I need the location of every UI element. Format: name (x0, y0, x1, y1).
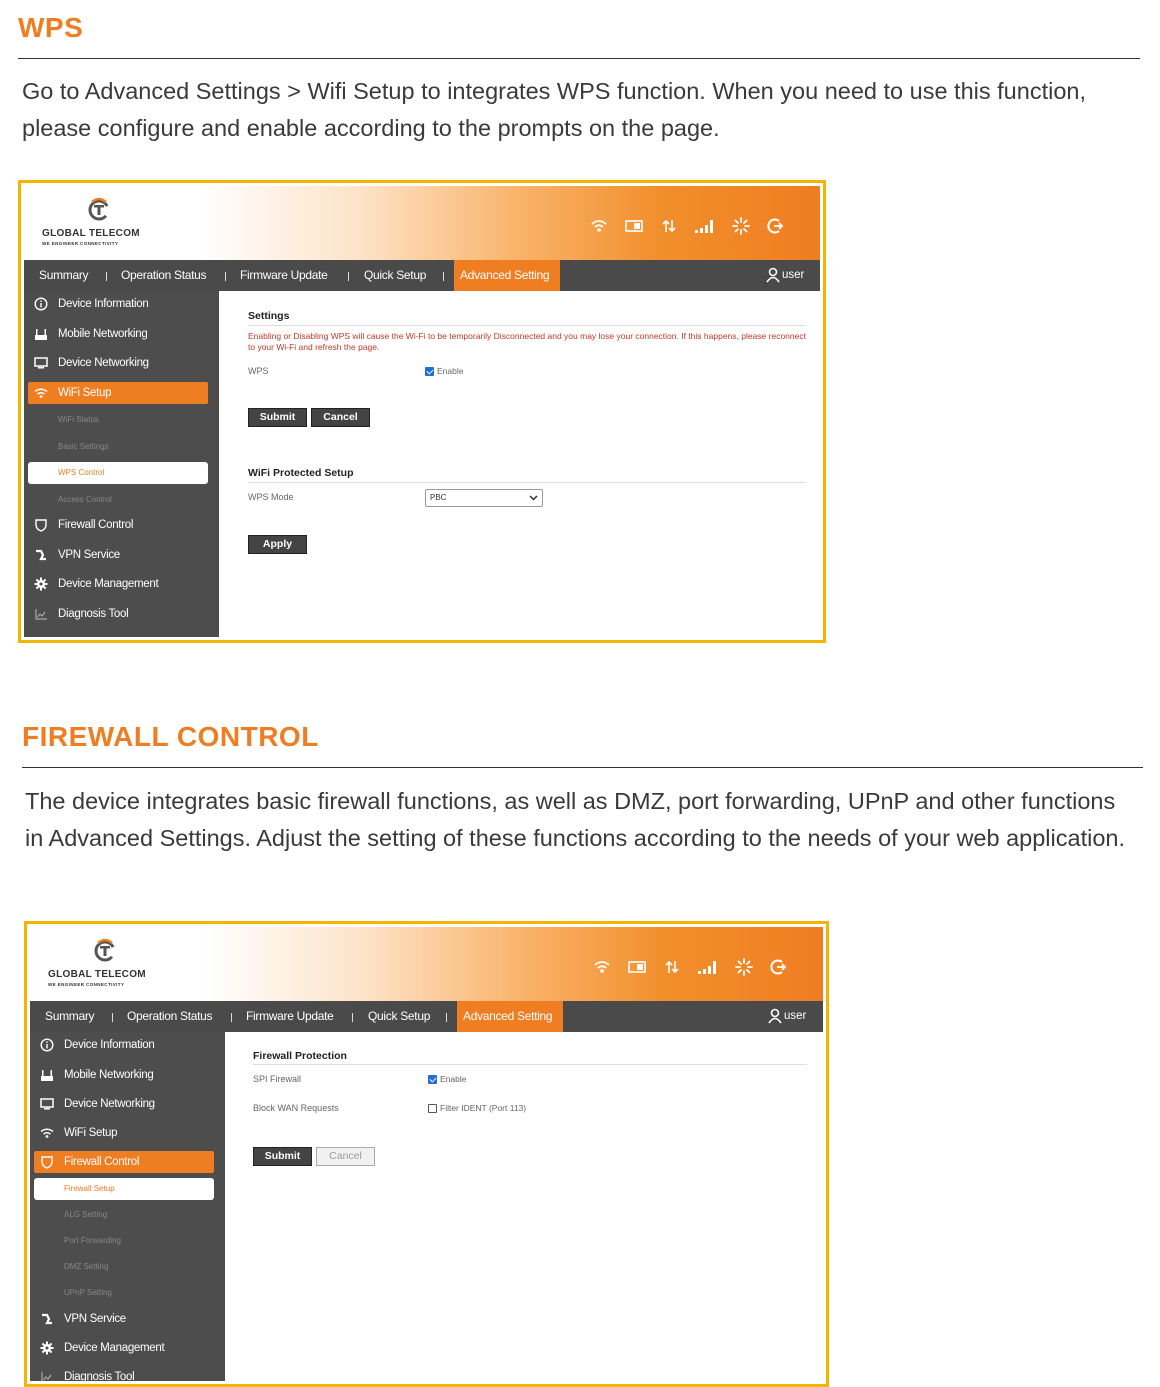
nav-advanced-setting[interactable]: Advanced Setting (454, 260, 560, 291)
sidebar-item-firewall-control[interactable] (28, 514, 208, 536)
info-icon (40, 1038, 54, 1052)
sidebar-item-label: Device Management (58, 578, 159, 590)
sidebar-subitem-upnp-setting[interactable]: UPnP Setting (64, 1288, 112, 1297)
firewall-section-title: FIREWALL CONTROL (22, 721, 319, 752)
vpn-icon (40, 1312, 54, 1326)
firewall-content-panel (225, 1032, 823, 1381)
sidebar-item-device-management[interactable] (28, 573, 208, 595)
status-icons (590, 214, 784, 238)
user-name: user (782, 269, 805, 281)
protected-setup-divider (248, 482, 806, 483)
settings-heading: Settings (248, 310, 290, 322)
wps-section-rule (18, 58, 1140, 59)
sidebar-subitem-basic-settings[interactable]: Basic Settings (58, 442, 109, 451)
monitor-icon (40, 1097, 54, 1111)
sidebar-item-label: Firewall Control (64, 1156, 140, 1168)
sidebar-item-wifi-setup[interactable] (34, 1122, 214, 1144)
logo-mark-icon (92, 937, 118, 963)
sidebar-item-label: Device Management (64, 1342, 165, 1354)
logout-icon[interactable] (769, 958, 787, 976)
block-wan-requests-label: Block WAN Requests (253, 1103, 339, 1113)
sidebar-item-device-management[interactable] (34, 1337, 214, 1359)
nav-operation-status[interactable]: Operation Status (121, 268, 207, 282)
shield-icon (40, 1155, 54, 1169)
sidebar-item-label: Device Information (58, 298, 149, 310)
nav-operation-status[interactable]: Operation Status (127, 1009, 213, 1023)
sidebar-subitem-access-control[interactable]: Access Control (58, 495, 112, 504)
firewall-section-description: The device integrates basic firewall functions, as well as DMZ, port forwarding, UPnP and other functions in Advanced Settings. Adjust the setting of these functions according to the needs of your web application. (25, 788, 1125, 851)
sidebar-subitem-wifi-status[interactable]: WiFi Status (58, 415, 99, 424)
sidebar-subitem-port-forwarding[interactable]: Port Forwarding (64, 1236, 121, 1245)
submit-button[interactable]: Submit (248, 408, 307, 427)
user-menu[interactable] (768, 1001, 806, 1032)
wifi-icon (34, 386, 48, 400)
header-banner (24, 186, 820, 260)
sidebar-item-label: VPN Service (58, 549, 120, 561)
data-transfer-icon (663, 958, 681, 976)
wps-section-title: WPS (18, 12, 84, 43)
signal-strength-icon (694, 217, 716, 235)
sidebar-subitem-wps-control[interactable]: WPS Control (28, 462, 208, 484)
chevron-down-icon (529, 493, 538, 502)
header-banner (30, 927, 823, 1001)
wps-content-panel (219, 291, 820, 637)
nav-firmware-update[interactable]: Firmware Update (246, 1009, 334, 1023)
wps-mode-value: PBC (430, 493, 447, 502)
wifi-protected-setup-heading: WiFi Protected Setup (248, 467, 354, 479)
loading-icon (735, 958, 753, 976)
sidebar-item-diagnosis-tool[interactable] (28, 603, 208, 625)
brand-name: GLOBAL TELECOM (48, 969, 146, 980)
cancel-button[interactable]: Cancel (316, 1147, 375, 1166)
wps-warning-text: Enabling or Disabling WPS will cause the Wi-Fi to be temporarily Disconnected and you may lose your connection. If this happens, please reconnect to your Wi-Fi and refresh the page. (248, 331, 806, 352)
wps-section-description: Go to Advanced Settings > Wifi Setup to integrates WPS function. When you need to use this function, please configure and enable according to the prompts on the page. (22, 78, 1086, 141)
nav-summary[interactable]: Summary (39, 268, 89, 282)
sidebar-item-vpn-service[interactable] (28, 544, 208, 566)
sidebar-item-mobile-networking[interactable] (34, 1064, 214, 1086)
monitor-icon (34, 356, 48, 370)
nav-quick-setup[interactable]: Quick Setup (364, 268, 427, 282)
sidebar-item-label: Device Networking (64, 1098, 155, 1110)
info-icon (34, 297, 48, 311)
settings-divider (248, 325, 806, 326)
nav-quick-setup[interactable]: Quick Setup (368, 1009, 431, 1023)
wps-screenshot (18, 180, 826, 643)
sidebar-item-label: Device Networking (58, 357, 149, 369)
loading-icon (732, 217, 750, 235)
spi-firewall-label: SPI Firewall (253, 1074, 302, 1084)
gear-icon (40, 1341, 54, 1355)
nav-separator (443, 272, 444, 281)
user-name: user (784, 1010, 807, 1022)
filter-ident-checkbox[interactable] (428, 1104, 437, 1113)
wps-label: WPS (248, 366, 269, 376)
sidebar-subitem-alg-setting[interactable]: ALG Setting (64, 1210, 108, 1219)
sidebar (24, 291, 219, 637)
firewall-protection-heading: Firewall Protection (253, 1050, 347, 1062)
signal-strength-icon (697, 958, 719, 976)
sidebar (30, 1032, 225, 1381)
nav-separator (106, 272, 107, 281)
nav-advanced-setting[interactable]: Advanced Setting (457, 1001, 563, 1032)
vpn-icon (34, 548, 48, 562)
submit-button[interactable]: Submit (253, 1147, 312, 1166)
wps-enable-checkbox[interactable] (425, 367, 434, 376)
top-navbar (30, 1001, 823, 1032)
global-telecom-logo (48, 937, 158, 993)
wifi-status-icon (593, 958, 611, 976)
sidebar-subitem-dmz-setting[interactable]: DMZ Setting (64, 1262, 109, 1271)
wifi-icon (40, 1126, 54, 1140)
sidebar-item-label: Mobile Networking (64, 1069, 154, 1081)
sidebar-item-mobile-networking[interactable] (28, 323, 208, 345)
sidebar-item-label: Mobile Networking (58, 328, 148, 340)
wps-enable-label: Enable (437, 366, 464, 376)
sidebar-item-wifi-setup[interactable] (28, 382, 208, 404)
shield-icon (34, 518, 48, 532)
sidebar-item-label: Firewall Control (58, 519, 134, 531)
sidebar-item-device-networking[interactable] (34, 1093, 214, 1115)
nav-separator (231, 1013, 232, 1022)
nav-separator (348, 272, 349, 281)
top-navbar (24, 260, 820, 291)
user-icon (768, 1008, 782, 1024)
brand-name: GLOBAL TELECOM (42, 228, 140, 239)
logout-icon[interactable] (766, 217, 784, 235)
sidebar-item-device-information[interactable] (34, 1034, 214, 1056)
spi-firewall-checkbox[interactable] (428, 1075, 437, 1084)
sidebar-item-label: Diagnosis Tool (64, 1371, 135, 1381)
brand-tagline: WE ENGINEER CONNECTIVITY (48, 982, 125, 987)
gear-icon (34, 577, 48, 591)
nav-separator (352, 1013, 353, 1022)
cancel-button[interactable]: Cancel (311, 408, 370, 427)
chart-icon (34, 607, 48, 621)
sidebar-item-firewall-control[interactable] (34, 1151, 214, 1173)
sidebar-item-device-information[interactable] (28, 293, 208, 315)
apply-button[interactable]: Apply (248, 535, 307, 554)
data-transfer-icon (660, 217, 678, 235)
sidebar-item-label: Device Information (64, 1039, 155, 1051)
user-icon (766, 267, 780, 283)
nav-separator (225, 272, 226, 281)
wps-mode-select[interactable] (425, 489, 543, 507)
network-icon (40, 1068, 54, 1082)
spi-firewall-enable-label: Enable (440, 1074, 467, 1084)
firewall-section-rule (22, 767, 1143, 768)
sidebar-item-device-networking[interactable] (28, 352, 208, 374)
global-telecom-logo (42, 196, 152, 252)
wifi-status-icon (590, 217, 608, 235)
sidebar-item-vpn-service[interactable] (34, 1308, 214, 1330)
firewall-protection-divider (253, 1064, 807, 1065)
nav-separator (446, 1013, 447, 1022)
logo-mark-icon (86, 196, 112, 222)
sidebar-item-label: Diagnosis Tool (58, 608, 129, 620)
brand-tagline: WE ENGINEER CONNECTIVITY (42, 241, 119, 246)
nav-summary[interactable]: Summary (45, 1009, 95, 1023)
sim-card-icon (624, 217, 644, 235)
nav-firmware-update[interactable]: Firmware Update (240, 268, 328, 282)
wps-mode-label: WPS Mode (248, 492, 294, 502)
sim-card-icon (627, 958, 647, 976)
firewall-screenshot (24, 921, 829, 1387)
filter-ident-label: Filter IDENT (Port 113) (440, 1103, 527, 1113)
sidebar-item-label: WiFi Setup (64, 1127, 118, 1139)
sidebar-item-diagnosis-tool[interactable] (34, 1366, 214, 1381)
nav-separator (112, 1013, 113, 1022)
user-menu[interactable] (766, 260, 804, 291)
chart-icon (40, 1370, 54, 1381)
sidebar-item-label: WiFi Setup (58, 387, 112, 399)
sidebar-subitem-firewall-setup[interactable]: Firewall Setup (34, 1178, 214, 1200)
sidebar-item-label: VPN Service (64, 1313, 126, 1325)
network-icon (34, 327, 48, 341)
status-icons (593, 955, 787, 979)
